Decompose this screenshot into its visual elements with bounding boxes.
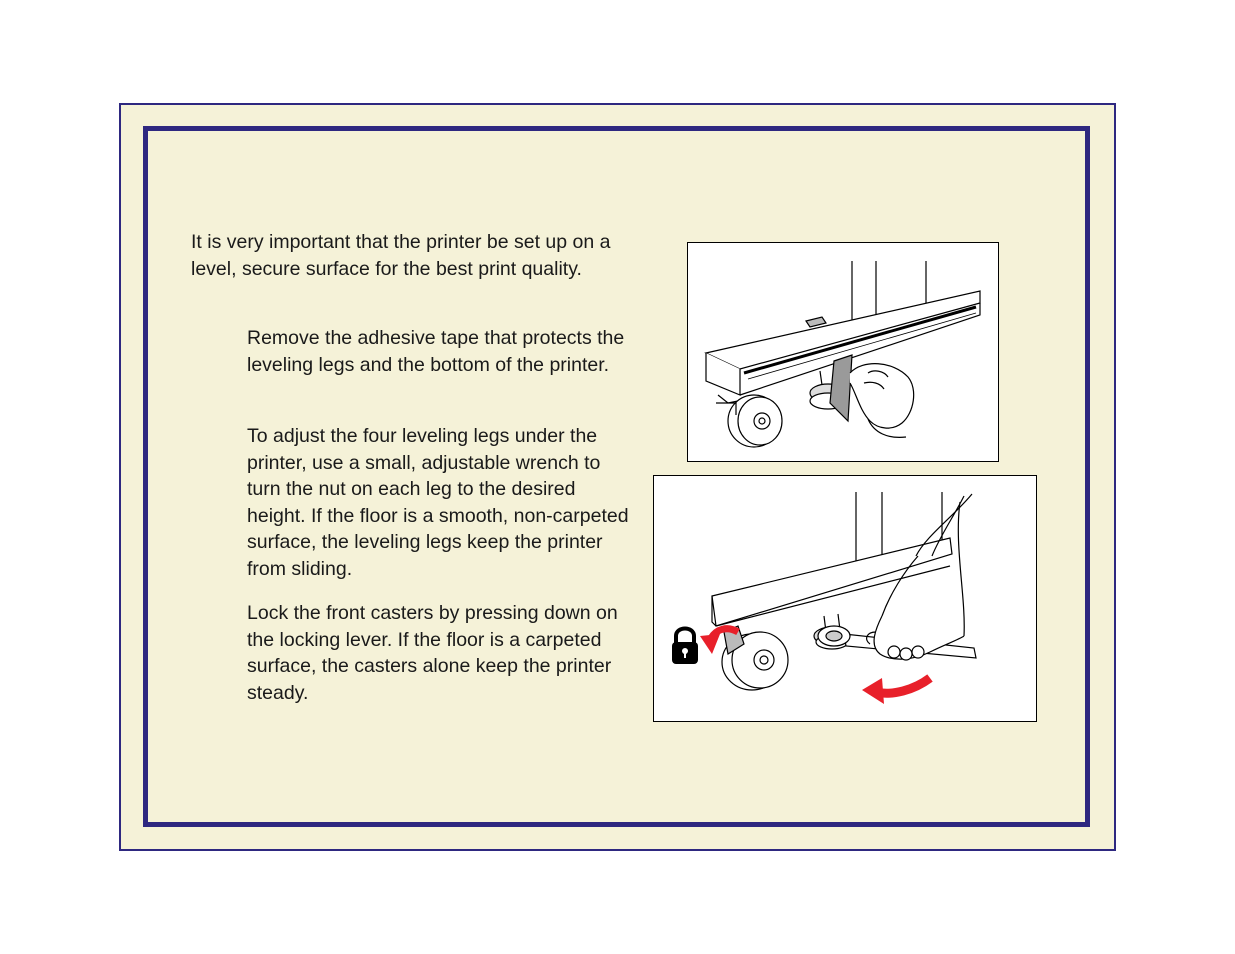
intro-paragraph: It is very important that the printer be set up on a level, secure surface for the best print quality. [191, 231, 611, 280]
remove-tape-figure [687, 242, 999, 462]
step-adjust-legs: To adjust the four leveling legs under the printer, use a small, adjustable wrench to turn the nut on each leg to the desired height. If the floor is a smooth, non-carpeted surface, the leveling legs keep the printer from sliding. [247, 425, 629, 580]
lock-icon [672, 629, 698, 665]
adjust-leg-illustration [654, 476, 1036, 721]
rotation-arrow-icon [862, 678, 930, 704]
step-remove-tape: Remove the adhesive tape that protects the leveling legs and the bottom of the printer. [247, 327, 625, 376]
adjust-leg-figure [653, 475, 1037, 722]
step-lock-casters: Lock the front casters by pressing down on the locking lever. If the floor is a carpeted surface, the casters alone keep the printer steady. [247, 602, 618, 704]
remove-tape-illustration [688, 243, 998, 461]
